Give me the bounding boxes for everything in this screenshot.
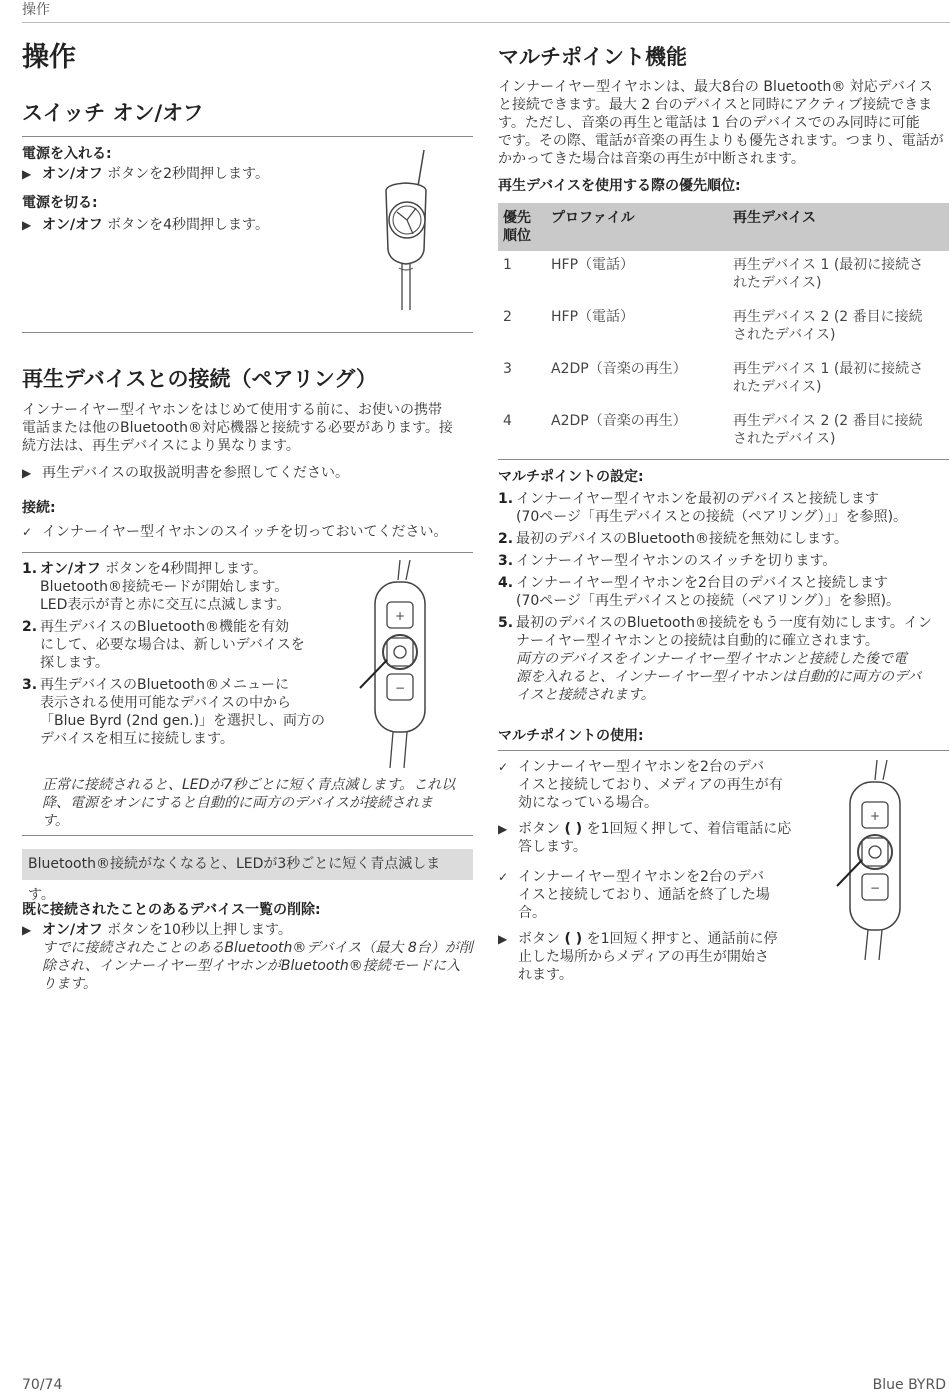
intro-line: 続方法は、再生デバイスにより異なります。 (22, 438, 300, 454)
on-off-button-label: オン/オフ (42, 217, 103, 233)
table-cell: 再生デバイス 1 (最初に接続さ れたデバイス) (733, 257, 924, 291)
step-text: 再生デバイスのBluetooth®機能を有効 (40, 619, 289, 635)
step-2: 2. 再生デバイスのBluetooth®機能を有効 にして、必要な場合は、新しいデバイスを 探します。 (22, 619, 305, 671)
svg-text:+: + (869, 809, 881, 823)
step-1: 1. オン/オフ ボタンを4秒間押します。 Bluetooth®接続モードが開始します。 LED表示が青と赤に交互に点滅します。 (22, 561, 291, 613)
table-row (498, 355, 949, 407)
divider (22, 552, 473, 553)
column-header: 再生デバイス (728, 203, 949, 251)
pairing-steps (22, 560, 325, 748)
intro-line: インナーイヤー型イヤホンをはじめて使用する前に、お使いの携帯 (22, 402, 442, 418)
svg-text:+: + (394, 609, 406, 623)
page-number: 70/74 (22, 1377, 63, 1393)
svg-text:−: − (394, 681, 406, 695)
setup-step-2: 2. 最初のデバイスのBluetooth®接続を無効にします。 (498, 531, 848, 547)
earphone-switch-illustration (366, 150, 446, 320)
intro-line: 電話または他のBluetooth®対応機器と接続する必要があります。接 (22, 420, 453, 436)
page-title: 操作 (22, 42, 76, 73)
usage-action: ▶ ボタン ( ) を1回短く押して、着信電話に応 答します。 (498, 821, 792, 855)
header-rule (22, 22, 950, 23)
usage-label: マルチポイントの使用: (498, 728, 644, 744)
setup-step-1: 1. インナーイヤー型イヤホンを最初のデバイスと接続します (70ページ「再生デバイスとの接続（ペアリング）」」を参照)。 (498, 491, 908, 525)
power-off-step (22, 216, 269, 234)
step-text: LED表示が青と赤に交互に点滅します。 (40, 597, 291, 613)
precondition-check (22, 523, 447, 541)
multipoint-heading: マルチポイント機能 (498, 45, 687, 69)
result-line: 降、電源をオンにすると自動的に両方のデバイスが接続されま (42, 795, 434, 811)
divider (22, 136, 473, 137)
usage-items (498, 758, 791, 984)
usage-condition: ✓ インナーイヤー型イヤホンを2台のデバ イスと接続しており、メディアの再生が有 効になっている場合。 (498, 759, 783, 811)
step-text: 「Blue Byrd (2nd gen.)」を選択し、両方の (40, 713, 326, 729)
switch-heading: スイッチ オン/オフ (22, 101, 204, 125)
intro-line: と接続できます。最大 2 台のデバイスと同時にアクティブ接続できま (498, 97, 933, 113)
table-cell: 再生デバイス 2 (2 番目に接続 されたデバイス) (733, 309, 923, 343)
setup-step-3: 3. インナーイヤー型イヤホンのスイッチを切ります。 (498, 553, 837, 569)
table-cell: HFP（電話） (551, 309, 635, 325)
intro-line: す。ただし、音楽の再生と電話は 1 台のデバイスでのみ同時に可能 (498, 115, 920, 131)
manual-ref-text: 再生デバイスの取扱説明書を参照してください。 (42, 465, 350, 481)
divider (22, 332, 473, 333)
priority-label: 再生デバイスを使用する際の優先順位: (498, 178, 741, 194)
column-header: プロファイル (546, 203, 728, 251)
arrow-bullet-icon: ▶ (498, 822, 508, 836)
step-text: 表示される使用可能なデバイスの中から (40, 695, 292, 711)
arrow-bullet-icon: ▶ (22, 466, 32, 480)
step-text: ボタンを10秒以上押します。 (102, 922, 292, 938)
step-text: にして、必要な場合は、新しいデバイスを (40, 637, 305, 653)
table-cell: 再生デバイス 1 (最初に接続さ れたデバイス) (733, 361, 924, 395)
table-cell: 3 (503, 361, 512, 377)
clear-list-label: 既に接続されたことのあるデバイス一覧の削除: (22, 902, 321, 918)
result-line: ります。 (42, 976, 97, 992)
svg-text:−: − (869, 881, 881, 895)
table-row (498, 251, 949, 303)
step-text: 再生デバイスのBluetooth®メニューに (40, 677, 289, 693)
step-3: 3. 再生デバイスのBluetooth®メニューに 表示される使用可能なデバイスの中から 「Blue Byrd (2nd gen.)」を選択し、両方の デバイスを相互に接続します。 (22, 677, 326, 747)
table-cell: A2DP（音楽の再生） (546, 407, 728, 460)
divider (22, 835, 473, 836)
table-cell: HFP（電話） (551, 257, 635, 273)
step-text: Bluetooth®接続モードが開始します。 (40, 579, 289, 595)
on-off-button-label: オン/オフ (42, 166, 103, 182)
setup-step-4: 4. インナーイヤー型イヤホンを2台目のデバイスと接続します (70ページ「再生デバイスとの接続（ペアリング）」を参照)。 (498, 575, 901, 609)
pairing-result (42, 776, 455, 830)
note-box: Bluetooth®接続がなくなると、LEDが3秒ごとに短く青点滅します。 (22, 849, 473, 880)
intro-line: です。その際、電話が音楽の再生よりも優先されます。つまり、電話が (498, 133, 944, 149)
on-off-button-label: オン/オフ (42, 922, 103, 938)
table-row (498, 407, 949, 460)
manual-ref-step (22, 464, 349, 482)
power-off-label: 電源を切る: (22, 195, 98, 211)
step-text: 探します。 (40, 655, 109, 671)
power-on-label: 電源を入れる: (22, 146, 112, 162)
multipoint-intro (498, 78, 944, 168)
connect-label: 接続: (22, 500, 56, 516)
clear-list-step (22, 921, 473, 993)
pairing-heading: 再生デバイスとの接続（ペアリング） (22, 367, 377, 391)
table-cell: 1 (503, 257, 512, 273)
column-header: 優先 順位 (498, 203, 546, 251)
running-header: 操作 (22, 2, 50, 18)
intro-line: かかってきた場合は音楽の再生が中断されます。 (498, 151, 805, 167)
arrow-bullet-icon: ▶ (22, 923, 32, 937)
arrow-bullet-icon: ▶ (498, 932, 508, 946)
step-text: デバイスを相互に接続します。 (40, 731, 234, 747)
usage-action: ▶ ボタン ( ) を1回短く押すと、通話前に停 止した場所からメディアの再生が開始さ れます。 (498, 931, 778, 983)
result-line: すでに接続されたことのあるBluetooth®デバイス（最大 8台）が削 (42, 940, 473, 956)
result-line: す。 (42, 813, 69, 829)
result-line: 正常に接続されると、LEDが7秒ごとに短く青点滅します。これ以 (42, 777, 456, 793)
priority-table (498, 203, 949, 460)
setup-steps (498, 490, 932, 704)
step-text: ボタンを4秒間押します。 (100, 561, 267, 577)
table-cell: 再生デバイス 2 (2 番目に接続 されたデバイス) (728, 407, 949, 460)
table-cell: 2 (503, 309, 512, 325)
table-header-row (498, 203, 949, 251)
remote-control-illustration (360, 560, 440, 770)
brand-name: Blue BYRD (872, 1377, 946, 1393)
setup-step-5: 5. 最初のデバイスのBluetooth®接続をもう一度有効にします。イン ナーイヤー型イヤホンとの接続は自動的に確立されます。 両方のデバイスをインナーイヤー型イヤホンと接続した後で電 源を入れると、インナーイヤー型イヤホンは自動的に両方のデバ イスと接続されます。 (498, 615, 932, 703)
result-line: 除され、インナーイヤー型イヤホンがBluetooth®接続モードに入 (42, 958, 461, 974)
power-on-step (22, 165, 269, 183)
usage-condition: ✓ インナーイヤー型イヤホンを2台のデバ イスと接続しており、通話を終了した場 合。 (498, 869, 770, 921)
table-row (498, 303, 949, 355)
table-cell: A2DP（音楽の再生） (551, 361, 687, 377)
table-cell: 4 (498, 407, 546, 460)
precondition-text: インナーイヤー型イヤホンのスイッチを切っておいてください。 (42, 524, 448, 540)
checkmark-icon: ✓ (498, 870, 509, 884)
arrow-bullet-icon: ▶ (22, 218, 32, 232)
checkmark-icon: ✓ (498, 760, 509, 774)
power-on-text: ボタンを2秒間押します。 (102, 166, 269, 182)
checkmark-icon: ✓ (22, 525, 33, 539)
arrow-bullet-icon: ▶ (22, 167, 32, 181)
pairing-intro (22, 401, 453, 455)
remote-control-illustration (835, 760, 915, 965)
intro-line: インナーイヤー型イヤホンは、最大8台の Bluetooth® 対応デバイス (498, 79, 933, 95)
power-off-text: ボタンを4秒間押します。 (102, 217, 269, 233)
setup-label: マルチポイントの設定: (498, 469, 644, 485)
on-off-button-label: オン/オフ (40, 561, 101, 577)
divider (498, 750, 949, 751)
